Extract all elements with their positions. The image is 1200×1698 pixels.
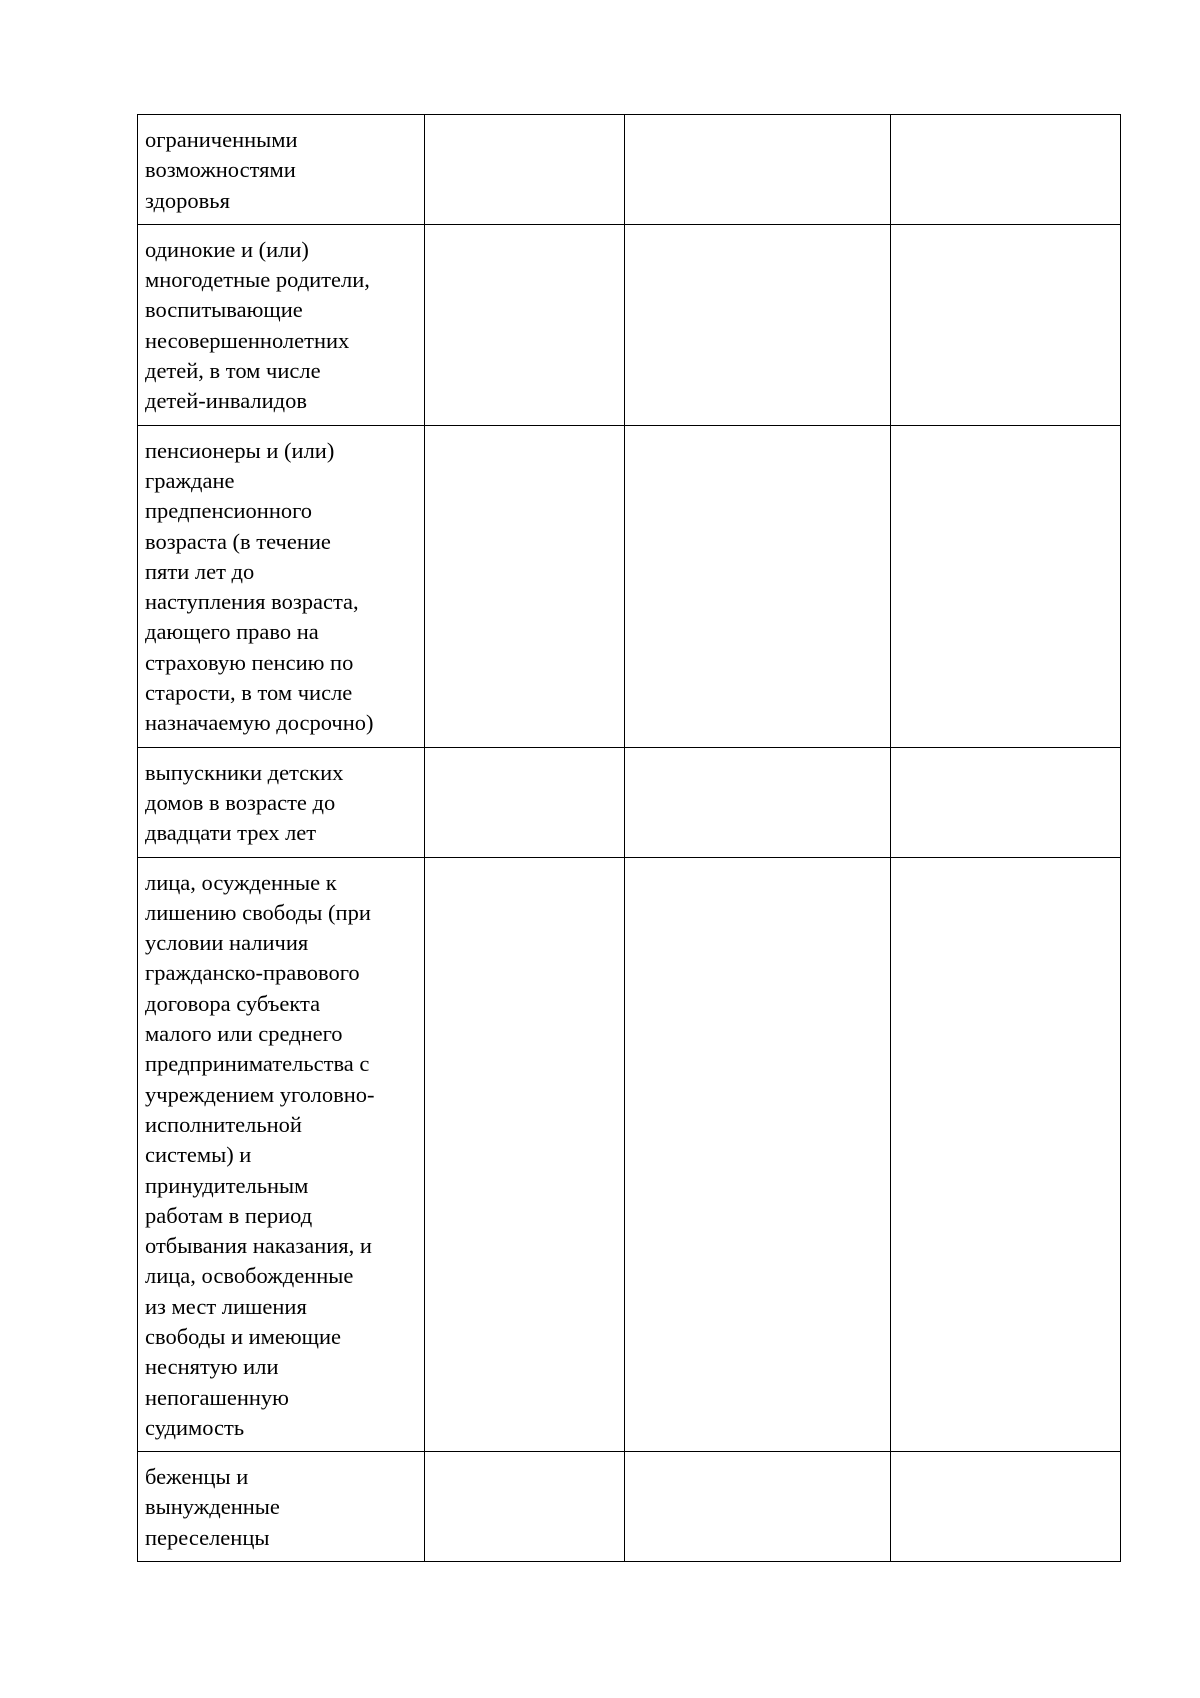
table-row	[138, 425, 1121, 747]
empty-cell	[425, 425, 625, 747]
category-cell: одинокие и (или) многодетные родители, воспитывающие несовершеннолетних детей, в том числе детей-инвалидов	[138, 224, 425, 425]
empty-cell	[425, 115, 625, 225]
category-table	[137, 114, 1121, 1562]
empty-cell	[425, 857, 625, 1452]
table-row	[138, 224, 1121, 425]
category-cell: выпускники детских домов в возрасте до двадцати трех лет	[138, 747, 425, 857]
category-cell: ограниченными возможностями здоровья	[138, 115, 425, 225]
empty-cell	[891, 115, 1121, 225]
empty-cell	[625, 425, 891, 747]
empty-cell	[625, 747, 891, 857]
empty-cell	[425, 747, 625, 857]
empty-cell	[891, 857, 1121, 1452]
empty-cell	[625, 857, 891, 1452]
empty-cell	[891, 425, 1121, 747]
empty-cell	[425, 224, 625, 425]
category-cell: беженцы и вынужденные переселенцы	[138, 1452, 425, 1562]
category-cell: пенсионеры и (или) граждане предпенсионного возраста (в течение пяти лет до наступления возраста, дающего право на страховую пенсию по старости, в том числе назначаемую досрочно)	[138, 425, 425, 747]
empty-cell	[891, 1452, 1121, 1562]
table-row	[138, 1452, 1121, 1562]
empty-cell	[625, 1452, 891, 1562]
category-cell: лица, осужденные к лишению свободы (при условии наличия гражданско-правового договора субъекта малого или среднего предпринимательства с учреждением уголовно- исполнительной системы) и принудительным работам в период отбывания наказания, и лица, освобожденные из мест лишения свободы и имеющие неснятую или непогашенную судимость	[138, 857, 425, 1452]
table-row	[138, 115, 1121, 225]
empty-cell	[891, 224, 1121, 425]
empty-cell	[425, 1452, 625, 1562]
table-row	[138, 857, 1121, 1452]
empty-cell	[891, 747, 1121, 857]
table-row	[138, 747, 1121, 857]
empty-cell	[625, 224, 891, 425]
empty-cell	[625, 115, 891, 225]
